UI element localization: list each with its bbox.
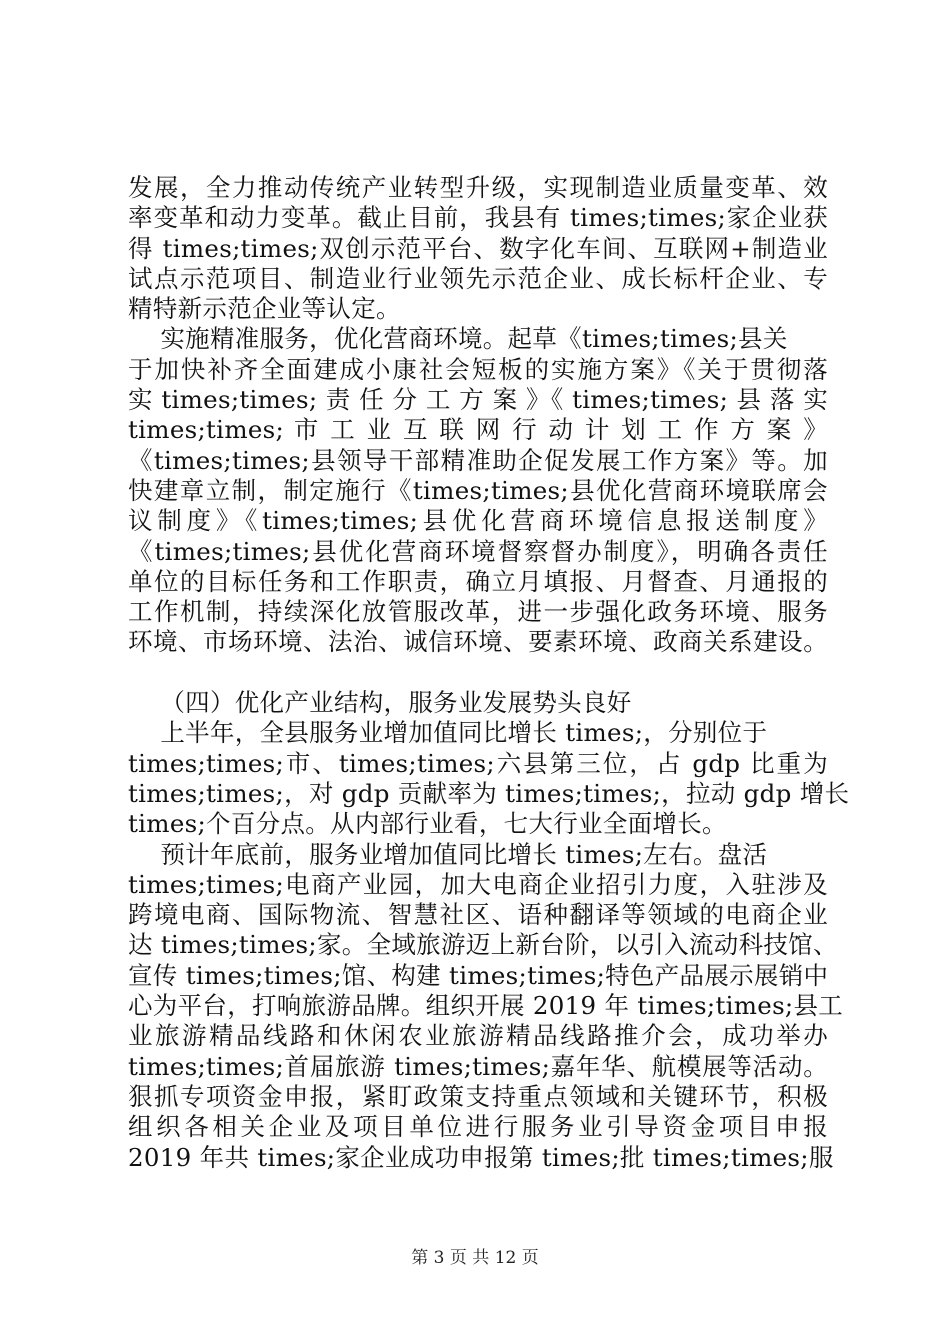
text-line: 《times;times;县优化营商环境督察督办制度》，明确各责任	[128, 536, 828, 566]
text-line: 议制度》《times;times;县优化营商环境信息报送制度》	[128, 506, 828, 536]
text-line: 上半年，全县服务业增加值同比增长 times;，分别位于	[128, 718, 768, 748]
text-line: 快建章立制，制定施行《times;times;县优化营商环境联席会	[128, 475, 828, 505]
text-line: times;times;市、times;times;六县第三位，占 gdp 比重为	[128, 748, 828, 778]
text-line: 得 times;times;双创示范平台、数字化车间、互联网+制造业	[128, 233, 828, 263]
text-line: 2019 年共 times;家企业成功申报第 times;批 times;times;服	[128, 1142, 834, 1172]
paragraph-gap	[128, 658, 828, 688]
text-line: 发展，全力推动传统产业转型升级，实现制造业质量变革、效	[128, 173, 828, 202]
text-line: times;个百分点。从内部行业看，七大行业全面增长。	[128, 809, 727, 839]
text-line: 工作机制，持续深化放管服改革，进一步强化政务环境、服务	[128, 597, 828, 627]
text-line: 业旅游精品线路和休闲农业旅游精品线路推介会，成功举办	[128, 1021, 828, 1051]
text-line: 试点示范项目、制造业行业领先示范企业、成长标杆企业、专	[128, 263, 828, 293]
text-line: 精特新示范企业等认定。	[128, 294, 401, 324]
body-text	[128, 173, 850, 1173]
text-line: 组织各相关企业及项目单位进行服务业引导资金项目申报	[128, 1112, 828, 1142]
text-line: 《times;times;县领导干部精准助企促发展工作方案》等。加	[128, 445, 828, 475]
text-line: 预计年底前，服务业增加值同比增长 times;左右。盘活	[128, 839, 768, 869]
text-line: 单位的目标任务和工作职责，确立月填报、月督查、月通报的	[128, 566, 828, 596]
text-line: 心为平台，打响旅游品牌。组织开展 2019 年 times;times;县工	[128, 991, 844, 1021]
text-line: times;times; 市 工 业 互 联 网 行 动 计 划 工 作 方 案 》	[128, 415, 828, 445]
text-line: times;times;电商产业园，加大电商企业招引力度，入驻涉及	[128, 869, 828, 899]
text-line: 跨境电商、国际物流、智慧社区、语种翻译等领域的电商企业	[128, 900, 828, 930]
text-line: 狠抓专项资金申报，紧盯政策支持重点领域和关键环节，积极	[128, 1081, 828, 1111]
text-line: 率变革和动力变革。截止目前，我县有 times;times;家企业获	[128, 203, 828, 233]
page-footer: 第 3 页 共 12 页	[411, 1248, 539, 1268]
text-line: 实 times;times; 责 任 分 工 方 案 》《 times;times; 县 落 实	[128, 385, 828, 415]
text-line: 于加快补齐全面建成小康社会短板的实施方案》《关于贯彻落	[128, 354, 828, 384]
text-line: times;times;首届旅游 times;times;嘉年华、航模展等活动。	[128, 1051, 828, 1081]
text-line: times;times;，对 gdp 贡献率为 times;times;，拉动 gdp 增长	[128, 778, 850, 808]
text-line: 达 times;times;家。全域旅游迈上新台阶，以引入流动科技馆、	[128, 930, 838, 960]
text-line: 宣传 times;times;馆、构建 times;times;特色产品展示展销中	[128, 960, 829, 990]
text-line: 实施精准服务，优化营商环境。起草《times;times;县关	[128, 324, 788, 354]
text-line: 环境、市场环境、法治、诚信环境、要素环境、政商关系建设。	[128, 627, 828, 657]
text-line: （四）优化产业结构，服务业发展势头良好	[128, 688, 632, 718]
